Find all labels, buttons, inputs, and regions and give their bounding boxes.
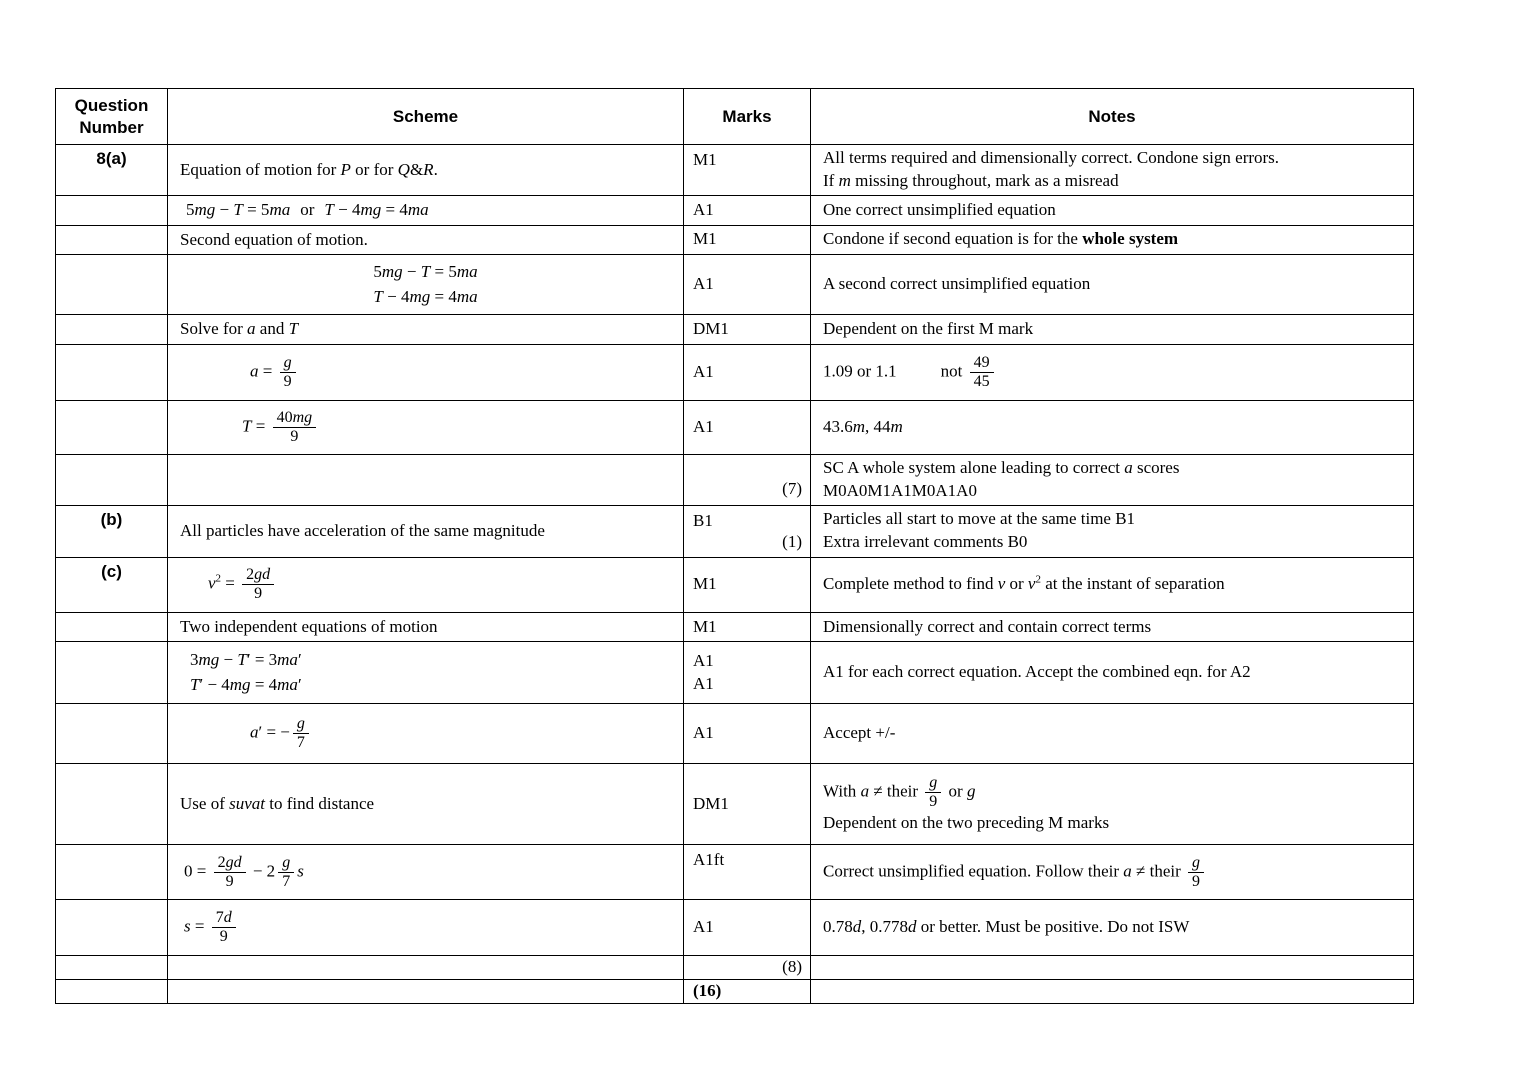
fraction: $\frac{2gd}{9}$: [214, 854, 246, 891]
question-number-cell: [56, 642, 168, 704]
table-row: [56, 612, 1414, 642]
notes-line: Correct unsimplified equation. Follow their a ≠ their $\frac{g}{9}$: [815, 853, 1409, 892]
notes-line: One correct unsimplified equation: [823, 199, 1056, 219]
marks-cell: [684, 344, 811, 400]
table-row: [56, 400, 1414, 454]
mark-label: M1: [693, 150, 717, 169]
scheme-line: Use of suvat to find distance: [180, 793, 375, 813]
scheme-cell: [168, 980, 684, 1004]
scheme-line: Solve for a and T: [180, 319, 299, 339]
scheme-cell: [168, 344, 684, 400]
notes-line: Dependent on the first M mark: [823, 319, 1034, 338]
notes-line: Accept +/-: [823, 723, 896, 743]
notes-line: Dependent on the two preceding M marks: [823, 813, 1110, 833]
notes-line: SC A whole system alone leading to correct a scores: [823, 457, 1180, 477]
scheme-line: 3mg − T′ = 3ma′: [190, 650, 302, 670]
notes-cell: [811, 255, 1414, 315]
scheme-cell: [168, 642, 684, 704]
notes-line: 1.09 or 1.1 not $\frac{49}{45}$: [815, 353, 1409, 392]
notes-cell: [811, 315, 1414, 345]
table-row: [56, 557, 1414, 612]
scheme-cell: [168, 956, 684, 980]
marks-cell: [684, 400, 811, 454]
marks-cell: [684, 845, 811, 900]
notes-cell: [811, 400, 1414, 454]
scheme-line: All particles have acceleration of the same magnitude: [180, 520, 545, 540]
table-row: [56, 505, 1414, 557]
fraction: $\frac{40mg}{9}$: [273, 409, 317, 446]
marks-cell: [684, 900, 811, 956]
table-row: [56, 255, 1414, 315]
notes-cell: [811, 704, 1414, 764]
notes-line: With a ≠ their $\frac{g}{9}$ or g: [823, 774, 976, 811]
question-number-cell: (c): [56, 557, 168, 612]
scheme-line: 0 = $\frac{2gd}{9}$ − 2 $\frac{g}{7}$ s: [184, 853, 304, 890]
notes-cell: [811, 900, 1414, 956]
marks-cell: [684, 225, 811, 255]
mark-label: A1: [693, 917, 714, 937]
mark-label: M1: [693, 229, 717, 249]
table-row: [56, 195, 1414, 225]
table-row: [56, 980, 1414, 1004]
mark-label: A1: [693, 199, 714, 219]
fraction: $\frac{49}{45}$: [970, 354, 994, 391]
col-header-marks: Marks: [684, 89, 811, 145]
mark-label: (7): [782, 478, 802, 498]
mark-label: A1ft: [693, 850, 725, 870]
scheme-line: $v^2$ = $\frac{2gd}{9}$: [172, 565, 679, 604]
scheme-line: T − 4mg = 4ma: [373, 286, 478, 306]
scheme-cell: [168, 764, 684, 845]
fraction: $\frac{2gd}{9}$: [242, 566, 274, 603]
question-number-cell: [56, 956, 168, 980]
mark-label: DM1: [693, 793, 729, 813]
mark-label: DM1: [693, 319, 729, 338]
notes-cell: [811, 195, 1414, 225]
question-number-cell: 8(a): [56, 145, 168, 196]
notes-cell: [811, 225, 1414, 255]
mark-label: A1: [693, 416, 714, 436]
table-row: [56, 642, 1414, 704]
notes-line: Dimensionally correct and contain correct terms: [823, 616, 1152, 636]
notes-cell: [811, 845, 1414, 900]
fraction: $\frac{g}{7}$: [293, 715, 309, 752]
mark-scheme-table: [55, 88, 1414, 1004]
notes-line: If m missing throughout, mark as a misread: [823, 170, 1119, 190]
notes-line: Particles all start to move at the same time B1: [823, 509, 1136, 529]
notes-cell: [811, 505, 1414, 557]
col-header-scheme: Scheme: [168, 89, 684, 145]
mark-label: M1: [693, 616, 717, 636]
scheme-line: Second equation of motion.: [180, 229, 368, 249]
question-number-cell: [56, 845, 168, 900]
marks-cell: [684, 956, 811, 980]
notes-cell: [811, 145, 1414, 196]
table-row: [56, 764, 1414, 845]
table-row: [56, 845, 1414, 900]
scheme-cell: [168, 195, 684, 225]
question-number-cell: [56, 344, 168, 400]
table-row: [56, 956, 1414, 980]
marks-cell: [684, 642, 811, 704]
notes-cell: [811, 557, 1414, 612]
table-row: [56, 225, 1414, 255]
notes-line: Complete method to find v or $v^2$ at the instant of separation: [823, 573, 1225, 594]
mark-label: B1: [693, 510, 713, 530]
notes-line: Extra irrelevant comments B0: [823, 532, 1028, 552]
marks-cell: [684, 612, 811, 642]
marks-cell: [684, 315, 811, 345]
question-number-cell: [56, 195, 168, 225]
fraction: $\frac{g}{9}$: [925, 774, 941, 811]
scheme-cell: [168, 454, 684, 505]
notes-line: All terms required and dimensionally correct. Condone sign errors.: [823, 148, 1280, 167]
notes-cell: [811, 980, 1414, 1004]
marks-cell: [684, 454, 811, 505]
mark-label: A1: [693, 361, 714, 381]
mark-label: A1: [693, 673, 714, 693]
scheme-line: Two independent equations of motion: [180, 616, 438, 636]
marks-cell: [684, 195, 811, 225]
table-row: [56, 344, 1414, 400]
mark-label: A1: [693, 650, 714, 670]
scheme-line: a′ = − $\frac{g}{7}$: [172, 714, 679, 753]
scheme-cell: [168, 315, 684, 345]
question-number-cell: [56, 764, 168, 845]
mark-label: A1: [693, 274, 714, 294]
notes-line: 43.6m, 44m: [823, 416, 903, 436]
table-row: [56, 900, 1414, 956]
notes-line: A1 for each correct equation. Accept the combined eqn. for A2: [823, 662, 1251, 682]
table-row: [56, 145, 1414, 196]
scheme-cell: [168, 845, 684, 900]
scheme-line: Equation of motion for P or for Q&R.: [180, 159, 438, 179]
scheme-line: 5mg − T = 5ma or T − 4mg = 4ma: [186, 199, 429, 219]
scheme-cell: [168, 900, 684, 956]
question-number-cell: [56, 704, 168, 764]
notes-line: Condone if second equation is for the whole system: [823, 229, 1179, 249]
col-header-notes: Notes: [811, 89, 1414, 145]
mark-label: M1: [693, 574, 717, 594]
notes-cell: [811, 764, 1414, 845]
scheme-cell: [168, 225, 684, 255]
notes-line: A second correct unsimplified equation: [823, 274, 1091, 294]
marks-cell: [684, 557, 811, 612]
scheme-cell: [168, 704, 684, 764]
marks-cell: [684, 145, 811, 196]
mark-label: A1: [693, 723, 714, 743]
scheme-cell: [168, 400, 684, 454]
table-row: [56, 315, 1414, 345]
scheme-cell: [168, 145, 684, 196]
notes-cell: [811, 454, 1414, 505]
scheme-cell: [168, 505, 684, 557]
question-number-cell: [56, 612, 168, 642]
marks-cell: [684, 704, 811, 764]
fraction: $\frac{g}{9}$: [280, 354, 296, 391]
question-number-cell: [56, 400, 168, 454]
question-number-cell: [56, 454, 168, 505]
mark-label: (8): [782, 957, 802, 977]
fraction: $\frac{g}{9}$: [1188, 854, 1204, 891]
fraction: $\frac{7d}{9}$: [212, 909, 236, 946]
notes-cell: [811, 612, 1414, 642]
marks-cell: [684, 255, 811, 315]
scheme-cell: [168, 612, 684, 642]
mark-label: (16): [693, 981, 722, 1001]
notes-cell: [811, 344, 1414, 400]
marks-cell: [684, 505, 811, 557]
question-number-cell: [56, 225, 168, 255]
mark-label: (1): [782, 531, 802, 551]
notes-cell: [811, 956, 1414, 980]
scheme-cell: [168, 255, 684, 315]
question-number-cell: (b): [56, 505, 168, 557]
question-number-cell: [56, 980, 168, 1004]
fraction: $\frac{g}{7}$: [278, 854, 294, 891]
col-header-question-number: Question Number: [56, 89, 168, 145]
question-number-cell: [56, 255, 168, 315]
scheme-cell: [168, 557, 684, 612]
scheme-line: T = $\frac{40mg}{9}$: [172, 408, 679, 447]
notes-line: 0.78d, 0.778d or better. Must be positive. Do not ISW: [823, 917, 1190, 937]
question-number-cell: [56, 900, 168, 956]
question-number-cell: [56, 315, 168, 345]
scheme-line: a = $\frac{g}{9}$: [172, 353, 679, 392]
scheme-line: s = $\frac{7d}{9}$: [172, 908, 679, 947]
marks-cell: [684, 764, 811, 845]
notes-cell: [811, 642, 1414, 704]
notes-line: M0A0M1A1M0A1A0: [823, 480, 977, 500]
marks-cell: [684, 980, 811, 1004]
scheme-line: T′ − 4mg = 4ma′: [190, 674, 302, 694]
table-row: [56, 454, 1414, 505]
scheme-line: 5mg − T = 5ma: [373, 262, 478, 282]
table-row: [56, 704, 1414, 764]
header-row: [56, 89, 1414, 145]
